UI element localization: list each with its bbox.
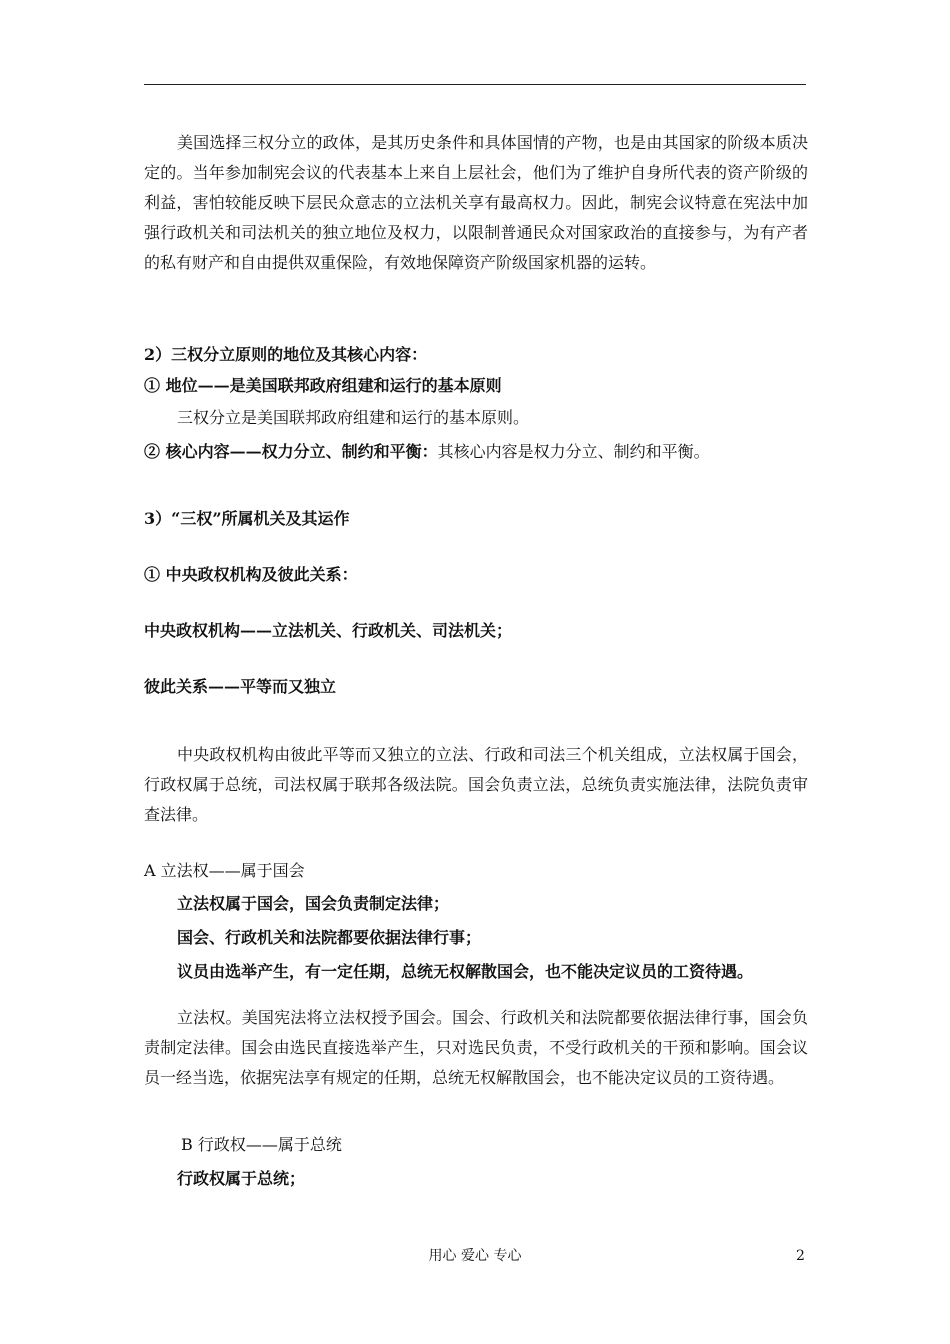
part-a-point-2: 国会、行政机关和法院都要依据法律行事； bbox=[177, 928, 482, 947]
legislative-paragraph: 立法权。美国宪法将立法权授予国会。国会、行政机关和法院都要依据法律行事，国会负责制定法律。国会由选民直接选举产生，只对选民负责，不受行政机关的干预和影响。国会议员一经当选，依据宪法享有规定的任期，总统无权解散国会，也不能决定议员的工资待遇。 bbox=[144, 1008, 808, 1087]
part-a-point-1: 立法权属于国会，国会负责制定法律； bbox=[177, 894, 450, 913]
section-3-sub-heading: ① 中央政权机构及彼此关系： bbox=[144, 565, 358, 584]
page-number: 2 bbox=[796, 1248, 805, 1264]
section-2-heading: 2）三权分立原则的地位及其核心内容： bbox=[144, 345, 428, 364]
footer-motto: 用心 爱心 专心 bbox=[428, 1248, 522, 1264]
relation-line: 彼此关系——平等而又独立 bbox=[144, 677, 337, 696]
organs-line: 中央政权机构——立法机关、行政机关、司法机关； bbox=[144, 621, 513, 640]
item-1-heading: ① 地位——是美国联邦政府组建和运行的基本原则 bbox=[144, 376, 502, 395]
header-rule bbox=[144, 84, 806, 85]
part-b-heading: B 行政权——属于总统 bbox=[181, 1135, 342, 1154]
part-a-point-3: 议员由选举产生，有一定任期，总统无权解散国会，也不能决定议员的工资待遇。 bbox=[177, 962, 754, 981]
item-2-text: 其核心内容是权力分立、制约和平衡。 bbox=[437, 442, 710, 461]
part-b-point-1: 行政权属于总统； bbox=[177, 1169, 306, 1188]
central-paragraph: 中央政权机构由彼此平等而又独立的立法、行政和司法三个机关组成，立法权属于国会，行政权属于总统，司法权属于联邦各级法院。国会负责立法，总统负责实施法律，法院负责审查法律。 bbox=[144, 745, 808, 824]
item-1-text: 三权分立是美国联邦政府组建和运行的基本原则。 bbox=[177, 408, 530, 427]
item-2-line bbox=[144, 440, 710, 464]
intro-paragraph: 美国选择三权分立的政体，是其历史条件和具体国情的产物，也是由其国家的阶级本质决定的。当年参加制宪会议的代表基本上来自上层社会，他们为了维护自身所代表的资产阶级的利益，害怕较能反映下层民众意志的立法机关享有最高权力。因此，制宪会议特意在宪法中加强行政机关和司法机关的独立地位及权力，以限制普通民众对国家政治的直接参与，为有产者的私有财产和自由提供双重保险，有效地保障资产阶级国家机器的运转。 bbox=[144, 133, 808, 272]
section-3-heading: 3）“三权”所属机关及其运作 bbox=[144, 509, 350, 528]
part-a-heading: A 立法权——属于国会 bbox=[144, 861, 305, 880]
item-2-heading: ② 核心内容——权力分立、制约和平衡： bbox=[144, 442, 438, 461]
